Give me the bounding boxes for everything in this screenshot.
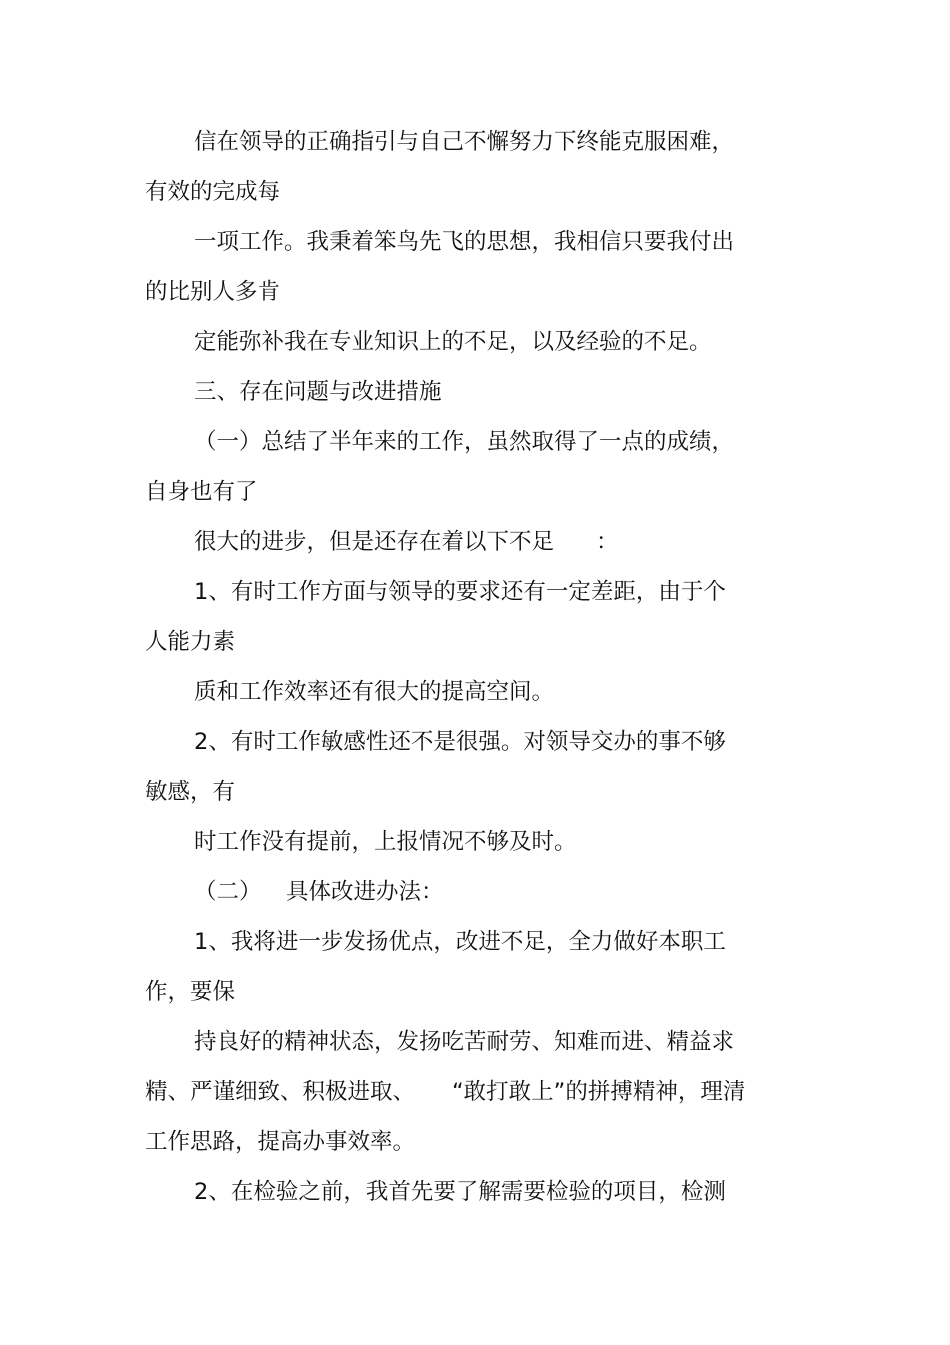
text-line: 2、在检验之前，我首先要了解需要检验的项目，检测 xyxy=(194,1179,726,1205)
text-line: 很大的进步，但是还存在着以下不足 xyxy=(194,529,555,555)
subsection-number: （二） xyxy=(194,879,262,905)
text-line: （一）总结了半年来的工作，虽然取得了一点的成绩， xyxy=(194,429,735,455)
text-line: 1、有时工作方面与领导的要求还有一定差距，由于个 xyxy=(194,579,726,605)
text-line: 人能力素 xyxy=(145,629,236,655)
text-line: 信在领导的正确指引与自己不懈努力下终能克服困难， xyxy=(194,129,735,155)
text-line: 质和工作效率还有很大的提高空间。 xyxy=(194,679,555,705)
colon-mark: ： xyxy=(596,529,619,555)
text-line: 持良好的精神状态，发扬吃苦耐劳、知难而进、精益求 xyxy=(194,1029,735,1055)
text-line: 定能弥补我在专业知识上的不足，以及经验的不足。 xyxy=(194,329,712,355)
text-line: 工作思路，提高办事效率。 xyxy=(145,1129,416,1155)
text-line: 时工作没有提前，上报情况不够及时。 xyxy=(194,829,577,855)
text-line: 精、严谨细致、积极进取、 xyxy=(145,1079,416,1105)
text-line: 敏感，有 xyxy=(145,779,236,805)
subsection-heading: 具体改进办法： xyxy=(286,879,444,905)
text-line: 作，要保 xyxy=(145,979,236,1005)
text-line: 1、我将进一步发扬优点，改进不足，全力做好本职工 xyxy=(194,929,726,955)
text-line: 有效的完成每 xyxy=(145,179,281,205)
text-line: “敢打敢上”的拼搏精神，理清 xyxy=(452,1079,746,1105)
text-line: 的比别人多肯 xyxy=(145,279,281,305)
text-line: 自身也有了 xyxy=(145,479,258,505)
text-line: 2、有时工作敏感性还不是很强。对领导交办的事不够 xyxy=(194,729,726,755)
section-heading: 三、存在问题与改进措施 xyxy=(194,379,442,405)
text-line: 一项工作。我秉着笨鸟先飞的思想，我相信只要我付出 xyxy=(194,229,735,255)
